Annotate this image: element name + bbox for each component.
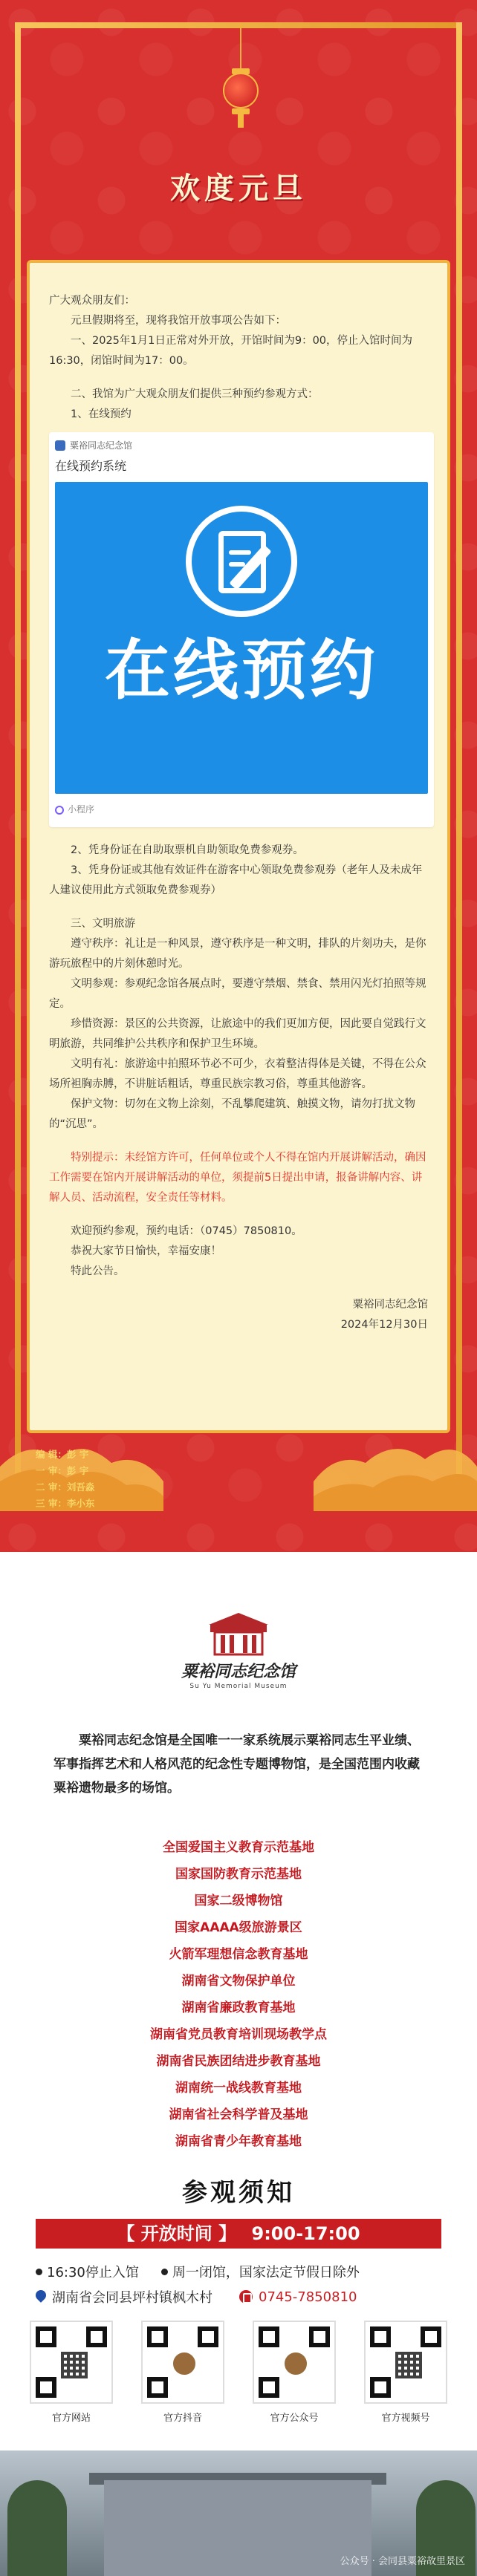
closing-day: 周一闭馆，国家法定节假日除外 <box>172 2265 360 2280</box>
honor-item: 湖南省青少年教育基地 <box>175 2134 302 2149</box>
notice-item-3: 三、文明旅游 <box>71 918 135 930</box>
museum-name-cn: 粟裕同志纪念馆 <box>181 1662 296 1681</box>
credit-review-3: 三 审：李小东 <box>36 1498 95 1509</box>
museum-building-icon <box>207 1611 270 1657</box>
notice-item-1: 一、2025年1月1日正常对外开放，开馆时间为9：00，停止入馆时间为16:30，闭馆时间为17：00。 <box>49 335 413 367</box>
editor-credits <box>36 1447 94 1512</box>
honor-item: 国家二级博物馆 <box>194 1894 283 1908</box>
qr-code <box>30 2321 113 2404</box>
miniprogram-banner-text: 在线预约 <box>104 632 378 708</box>
visit-rules-row <box>36 2262 452 2281</box>
miniprogram-footer: 小程序 <box>68 804 95 815</box>
frame-border-left <box>15 22 21 1478</box>
notice-signer: 粟裕同志纪念馆 <box>352 1299 428 1311</box>
holiday-wish: 恭祝大家节日愉快，幸福安康！ <box>71 1245 221 1257</box>
miniprogram-title: 在线预约系统 <box>55 459 127 473</box>
last-entry-time: 16:30停止入馆 <box>47 2265 139 2280</box>
address: 湖南省会同县坪村镇枫木村 <box>52 2290 212 2306</box>
qr-douyin[interactable] <box>138 2321 227 2424</box>
honor-item: 湖南省民族团结进步教育基地 <box>156 2054 321 2069</box>
page-title: 欢度元旦 <box>170 171 307 206</box>
miniprogram-banner <box>55 482 428 794</box>
credit-review-1: 一 审：彭 宇 <box>36 1465 89 1476</box>
notice-date: 2024年12月30日 <box>340 1319 428 1331</box>
honor-item: 湖南统一战线教育基地 <box>175 2081 302 2096</box>
frame-border-right <box>456 22 462 1478</box>
opening-hours-label: 【 开放时间 】 <box>117 2223 237 2244</box>
credit-review-2: 二 审：刘吾淼 <box>36 1481 95 1493</box>
notice-item-3-4: 文明有礼：旅游途中拍照环节必不可少，衣着整洁得体是关键，不得在公众场所袒胸赤膊，不讲脏话粗话，尊重民族宗教习俗，尊重其他游客。 <box>49 1058 426 1090</box>
location-pin-icon <box>36 2290 46 2303</box>
special-warning: 特别提示：未经馆方许可，任何单位或个人不得在馆内开展讲解活动，确因工作需要在馆内开展讲解活动的单位，须提前5日提出申请，报备讲解内容、讲解人员、活动流程，安全责任等材料。 <box>49 1152 426 1204</box>
bullet-icon <box>36 2269 42 2275</box>
notice-greeting: 广大观众朋友们： <box>49 295 135 307</box>
honor-item: 火箭军理想信念教育基地 <box>169 1947 308 1962</box>
qr-label: 官方网站 <box>51 2413 91 2424</box>
notice-item-3-3: 珍惜资源：景区的公共资源，让旅途中的我们更加方便，因此要自觉践行文明旅游，共同维护公共秩序和保护卫生环境。 <box>49 1018 426 1050</box>
honor-item: 国家AAAA级旅游景区 <box>175 1920 302 1935</box>
qr-code <box>141 2321 224 2404</box>
opening-hours-value: 9:00-17:00 <box>251 2223 360 2244</box>
museum-logo <box>175 1611 302 1708</box>
notice-item-3-1: 遵守秩序：礼让是一种风景，遵守秩序是一种文明，排队的片刻功夫，是你游玩旅程中的片刻休憩时光。 <box>49 938 426 970</box>
document-edit-icon <box>186 506 297 617</box>
notice-card <box>27 260 450 1433</box>
miniprogram-source: 粟裕同志纪念馆 <box>70 440 133 451</box>
honor-item: 湖南省社会科学普及基地 <box>169 2107 308 2122</box>
qr-label: 官方视频号 <box>381 2413 430 2424</box>
honor-item: 湖南省廉政教育基地 <box>181 2001 296 2015</box>
honor-item: 全国爱国主义教育示范基地 <box>163 1840 314 1855</box>
miniprogram-icon <box>55 806 64 815</box>
booking-phone-line: 欢迎预约参观，预约电话：（0745）7850810。 <box>71 1225 302 1237</box>
notice-item-2: 二、我馆为广大观众朋友们提供三种预约参观方式： <box>71 388 319 400</box>
watermark: 公众号 · 会同县粟裕故里景区 <box>340 2556 465 2567</box>
qr-official-account[interactable] <box>250 2321 339 2424</box>
phone-icon <box>239 2290 253 2303</box>
museum-info-section <box>0 1552 477 2576</box>
qr-video-account[interactable] <box>361 2321 450 2424</box>
qr-label: 官方抖音 <box>163 2413 202 2424</box>
notice-item-2-3: 3、凭身份证或其他有效证件在游客中心领取免费参观券（老年人及未成年人建议使用此方式领取免费参观券） <box>49 864 423 896</box>
opening-hours-bar <box>36 2219 441 2249</box>
notice-item-2-1: 1、在线预约 <box>71 408 132 420</box>
qr-label: 官方公众号 <box>270 2413 319 2424</box>
contact-row <box>36 2287 452 2306</box>
museum-name-en: Su Yu Memorial Museum <box>189 1683 288 1690</box>
honor-item: 湖南省党员教育培训现场教学点 <box>150 2027 327 2042</box>
miniprogram-card[interactable] <box>49 432 434 827</box>
lantern-icon <box>223 67 259 126</box>
qr-code <box>364 2321 447 2404</box>
phone-number[interactable]: 0745-7850810 <box>259 2289 357 2305</box>
bullet-icon <box>161 2269 168 2275</box>
visit-notice-title: 参观须知 <box>182 2178 295 2208</box>
notice-intro: 元旦假期将至，现将我馆开放事项公告如下： <box>71 315 286 327</box>
notice-closing: 特此公告。 <box>71 1265 125 1277</box>
notice-item-3-2: 文明参观：参观纪念馆各展点时，要遵守禁烟、禁食、禁用闪光灯拍照等规定。 <box>49 978 426 1010</box>
qr-code <box>253 2321 336 2404</box>
qr-code-row <box>27 2321 450 2424</box>
frame-border-top <box>15 22 462 28</box>
notice-item-3-5: 保护文物：切勿在文物上涂刻，不乱攀爬建筑、触摸文物，请勿打扰文物的“沉思”。 <box>49 1098 415 1130</box>
honor-item: 湖南省文物保护单位 <box>181 1974 296 1989</box>
notice-item-2-2: 2、凭身份证在自助取票机自助领取免费参观券。 <box>71 844 304 856</box>
museum-intro: 粟裕同志纪念馆是全国唯一一家系统展示粟裕同志生平业绩、军事指挥艺术和人格风范的纪念性专题博物馆，是全国范围内收藏粟裕遗物最多的场馆。 <box>53 1733 420 1796</box>
museum-logo-icon <box>55 440 65 451</box>
honor-item: 国家国防教育示范基地 <box>175 1867 302 1882</box>
cloud-decoration-right <box>314 1422 477 1511</box>
honors-list <box>0 1834 477 2155</box>
qr-website[interactable] <box>27 2321 116 2424</box>
credit-editor: 编 辑：彭 宇 <box>36 1449 89 1460</box>
